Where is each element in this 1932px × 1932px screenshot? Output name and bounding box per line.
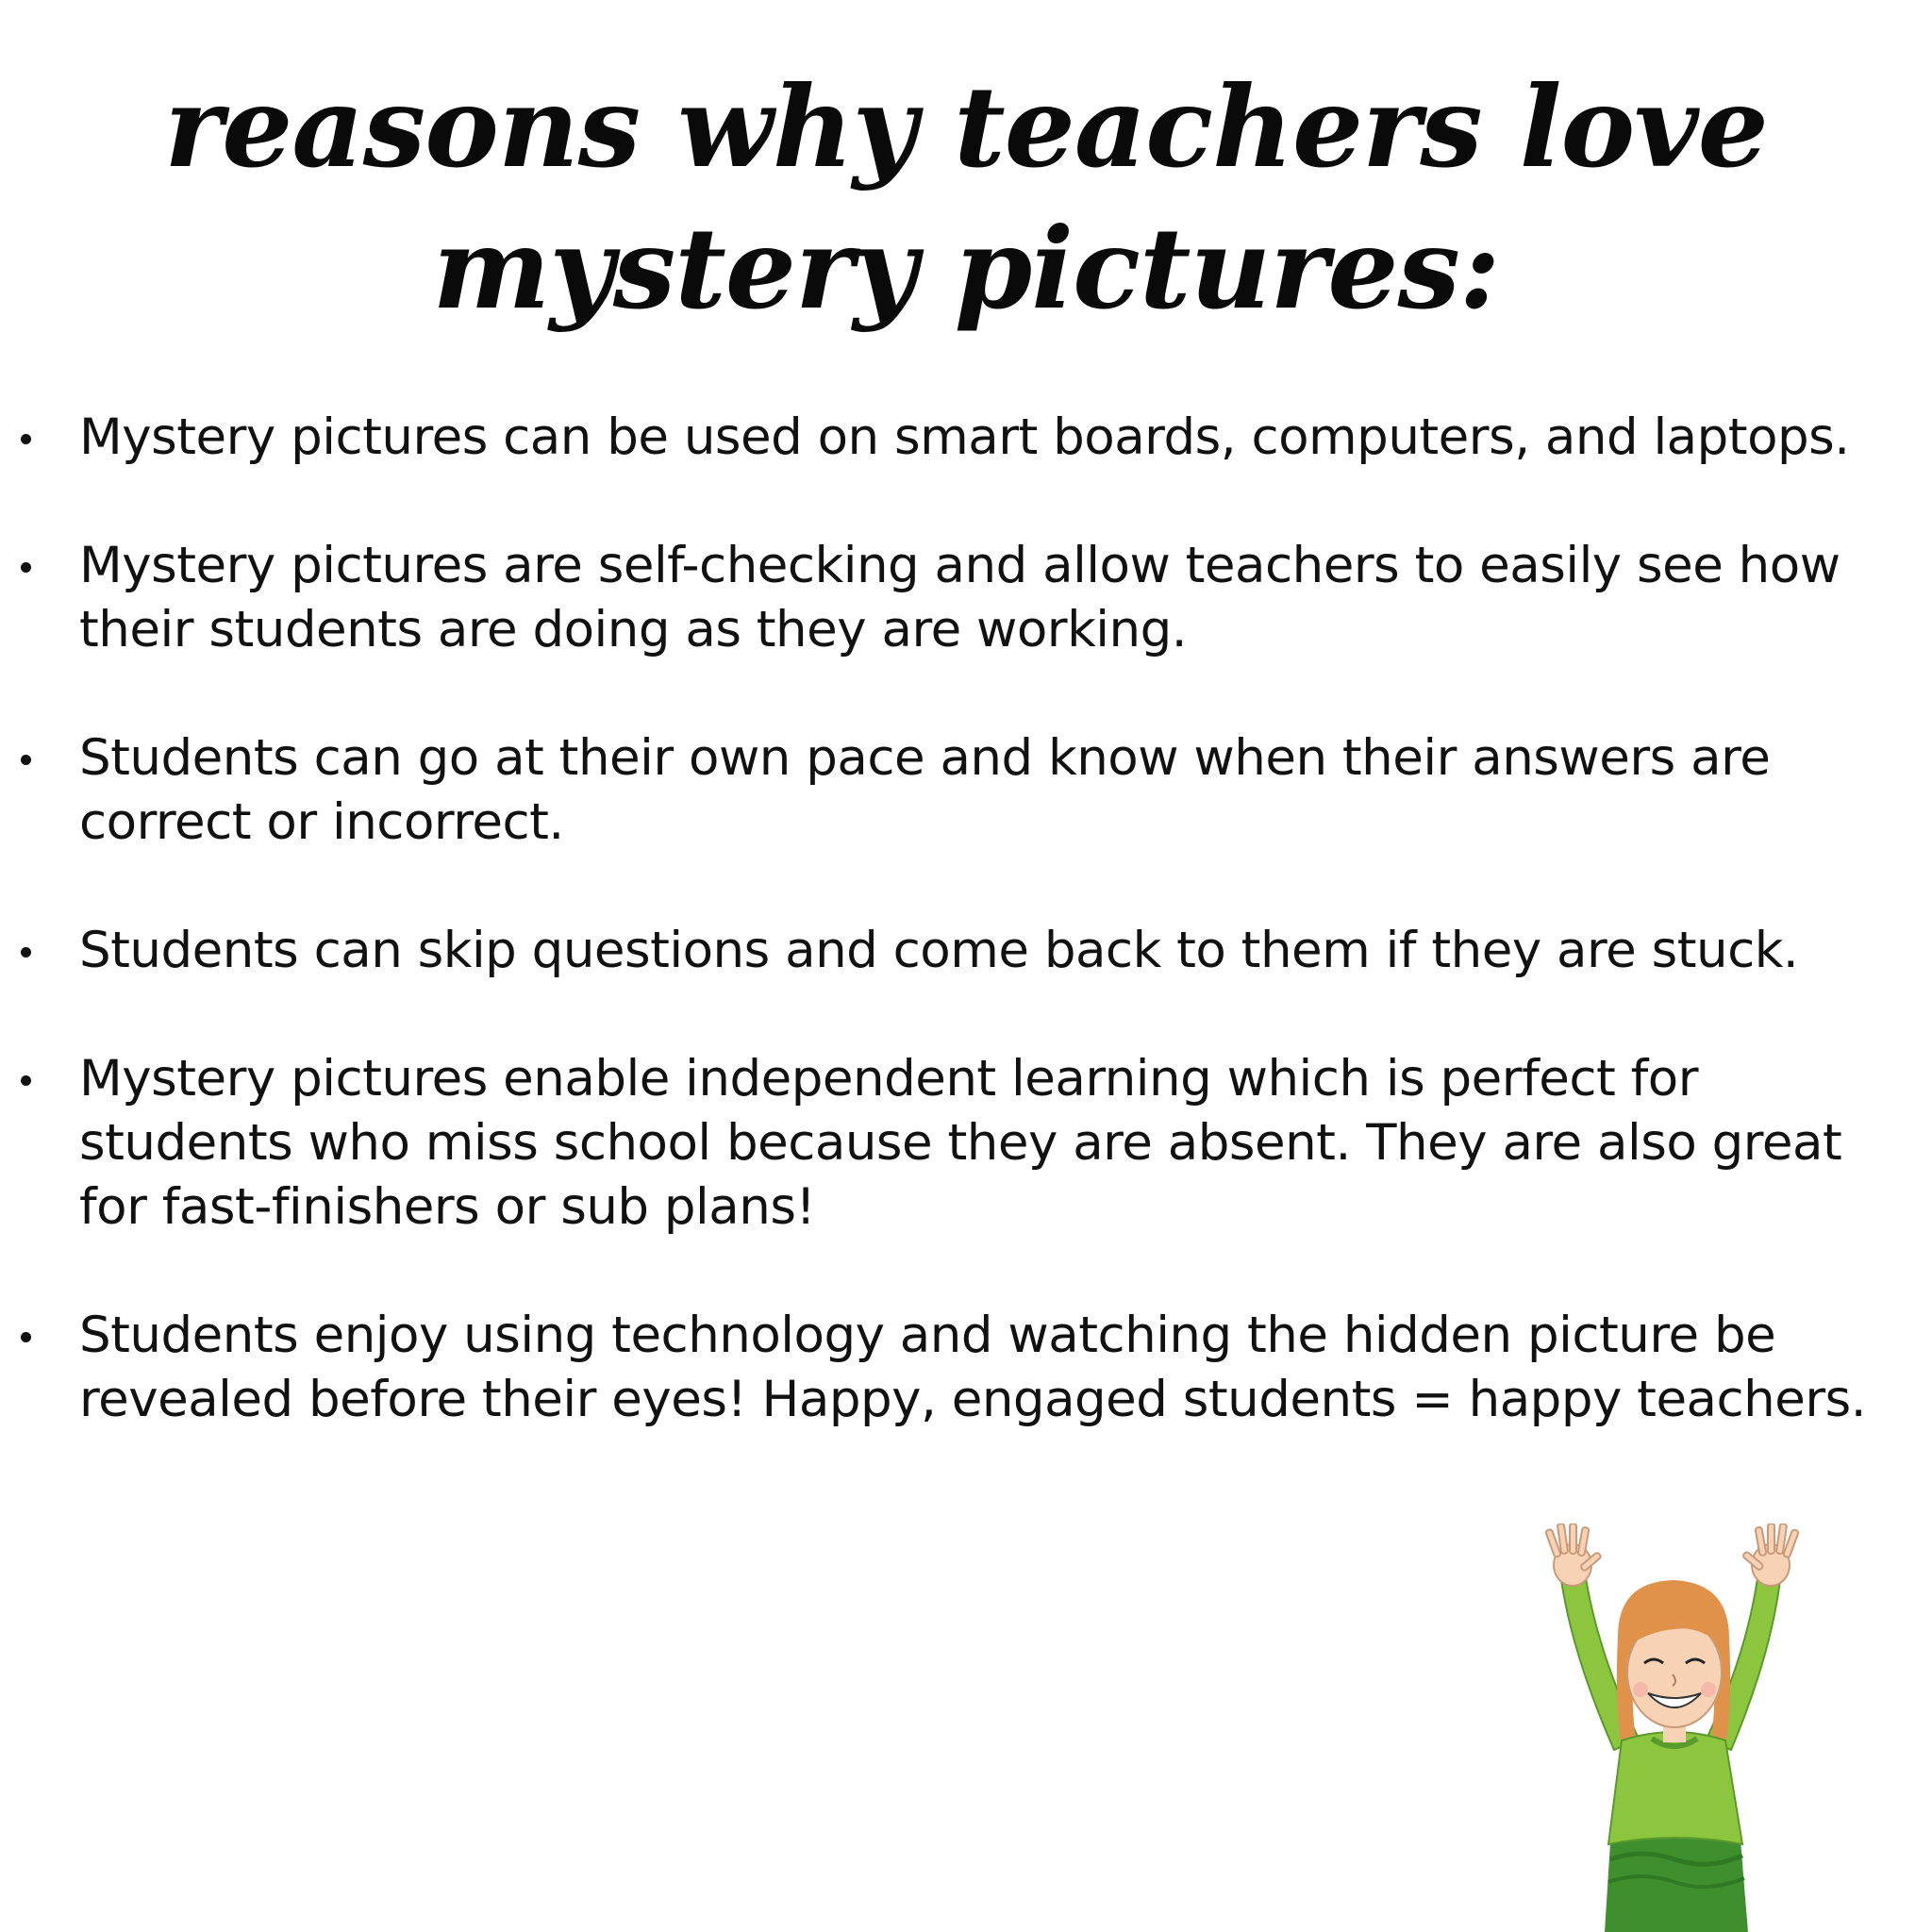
list-item-text: Students can go at their own pace and know when their answers are correct or incorrect. xyxy=(79,729,1771,851)
list-item xyxy=(0,919,1932,983)
title-line-2: mystery pictures: xyxy=(432,203,1500,334)
bullet-icon xyxy=(21,755,31,765)
bullet-icon xyxy=(21,562,31,573)
title-line-1: reasons why teachers love xyxy=(164,61,1768,192)
bullet-icon xyxy=(21,434,31,444)
reasons-list xyxy=(0,406,1932,1496)
list-item xyxy=(0,1304,1932,1432)
list-item xyxy=(0,1047,1932,1240)
bullet-icon xyxy=(21,1332,31,1342)
list-item-text: Mystery pictures are self-checking and allow teachers to easily see how their students are doing as they are working. xyxy=(79,537,1840,658)
list-item xyxy=(0,534,1932,662)
page-title xyxy=(0,57,1932,340)
right-hand xyxy=(1742,1524,1799,1586)
list-item xyxy=(0,726,1932,855)
list-item xyxy=(0,406,1932,470)
list-item-text: Mystery pictures enable independent learning which is perfect for students who miss school because they are absent. They are also great for fast-finishers or sub plans! xyxy=(79,1050,1842,1236)
list-item-text: Students enjoy using technology and watching the hidden picture be revealed before their eyes! Happy, engaged students = happy teachers. xyxy=(79,1307,1867,1428)
list-item-text: Students can skip questions and come back to them if they are stuck. xyxy=(79,922,1799,979)
list-item-text: Mystery pictures can be used on smart boards, computers, and laptops. xyxy=(79,408,1850,466)
left-hand xyxy=(1545,1524,1602,1586)
cheering-girl-icon xyxy=(1524,1524,1821,1932)
bullet-icon xyxy=(21,1075,31,1086)
bullet-icon xyxy=(21,947,31,958)
